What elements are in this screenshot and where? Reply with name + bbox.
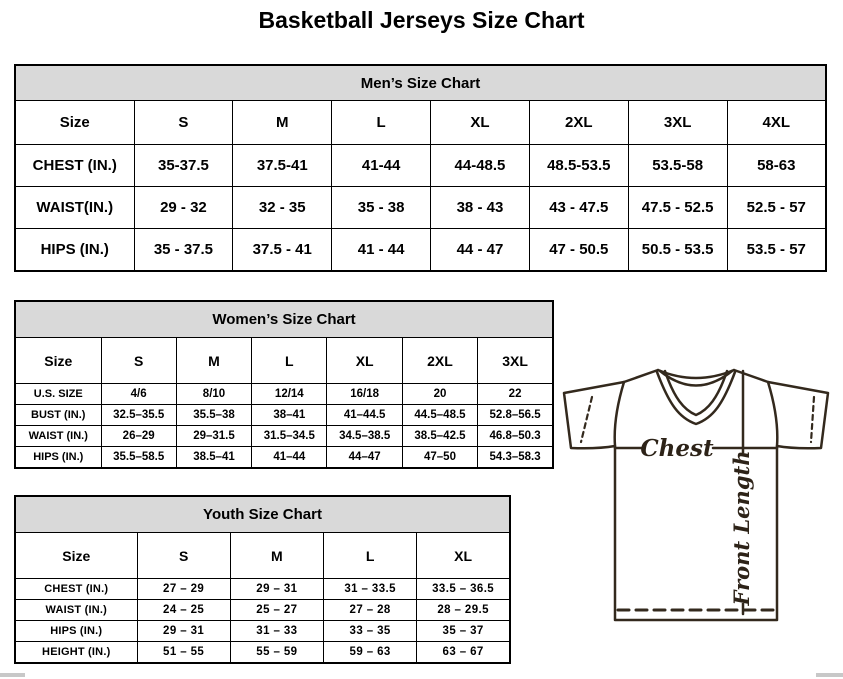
table-row: [15, 145, 826, 187]
column-header: L: [324, 533, 417, 579]
size-value-cell: 54.3–58.3: [478, 447, 553, 469]
size-value-cell: 41–44: [252, 447, 327, 469]
size-value-cell: 41-44: [332, 145, 431, 187]
size-value-cell: 32.5–35.5: [101, 405, 176, 426]
size-value-cell: 41 - 44: [332, 229, 431, 272]
row-label: CHEST (IN.): [15, 579, 137, 600]
row-label: BUST (IN.): [15, 405, 101, 426]
table-row: [15, 579, 510, 600]
table-row: [15, 405, 553, 426]
left-sleeve-seam: [615, 382, 624, 446]
column-header: Size: [15, 338, 101, 384]
size-value-cell: 55 – 59: [230, 642, 323, 664]
column-header: 2XL: [402, 338, 477, 384]
left-cuff-dashed-line: [581, 397, 592, 442]
table-row: [15, 642, 510, 664]
size-value-cell: 31 – 33.5: [324, 579, 417, 600]
size-value-cell: 37.5-41: [233, 145, 332, 187]
table-row: [15, 600, 510, 621]
size-value-cell: 47.5 - 52.5: [628, 187, 727, 229]
scrollbar-fragment-left[interactable]: [0, 673, 25, 677]
size-value-cell: 34.5–38.5: [327, 426, 402, 447]
size-value-cell: 29 – 31: [137, 621, 230, 642]
size-value-cell: 29 - 32: [134, 187, 233, 229]
row-label: HIPS (IN.): [15, 447, 101, 469]
scrollbar-fragment-right[interactable]: [816, 673, 843, 677]
row-label: WAIST (IN.): [15, 600, 137, 621]
column-header: 3XL: [628, 101, 727, 145]
size-value-cell: 46.8–50.3: [478, 426, 553, 447]
size-value-cell: 43 - 47.5: [529, 187, 628, 229]
mens-table-title: Men’s Size Chart: [15, 65, 826, 101]
size-value-cell: 31.5–34.5: [252, 426, 327, 447]
column-header: S: [137, 533, 230, 579]
size-value-cell: 38.5–41: [176, 447, 251, 469]
row-label: HIPS (IN.): [15, 229, 134, 272]
size-value-cell: 44 - 47: [431, 229, 530, 272]
size-value-cell: 53.5-58: [628, 145, 727, 187]
table-row: [15, 621, 510, 642]
column-header: S: [101, 338, 176, 384]
size-value-cell: 27 – 28: [324, 600, 417, 621]
column-header-row: [15, 101, 826, 145]
chest-label: Chest: [640, 435, 714, 462]
column-header-row: [15, 533, 510, 579]
size-value-cell: 44–47: [327, 447, 402, 469]
size-value-cell: 44.5–48.5: [402, 405, 477, 426]
size-value-cell: 32 - 35: [233, 187, 332, 229]
size-value-cell: 59 – 63: [324, 642, 417, 664]
column-header: 2XL: [529, 101, 628, 145]
size-value-cell: 35.5–58.5: [101, 447, 176, 469]
size-value-cell: 29–31.5: [176, 426, 251, 447]
size-value-cell: 24 – 25: [137, 600, 230, 621]
column-header: Size: [15, 101, 134, 145]
column-header: M: [176, 338, 251, 384]
column-header: XL: [431, 101, 530, 145]
size-value-cell: 58-63: [727, 145, 826, 187]
table-row: [15, 229, 826, 272]
size-value-cell: 20: [402, 384, 477, 405]
size-value-cell: 31 – 33: [230, 621, 323, 642]
column-header: M: [230, 533, 323, 579]
right-cuff-dashed-line: [811, 397, 814, 442]
column-header: L: [332, 101, 431, 145]
size-value-cell: 33 – 35: [324, 621, 417, 642]
size-value-cell: 35 – 37: [417, 621, 510, 642]
row-label: CHEST (IN.): [15, 145, 134, 187]
table-title-row: [15, 301, 553, 338]
size-value-cell: 12/14: [252, 384, 327, 405]
table-title-row: [15, 496, 510, 533]
column-header: Size: [15, 533, 137, 579]
row-label: HIPS (IN.): [15, 621, 137, 642]
size-value-cell: 63 – 67: [417, 642, 510, 664]
size-value-cell: 22: [478, 384, 553, 405]
size-value-cell: 28 – 29.5: [417, 600, 510, 621]
size-value-cell: 25 – 27: [230, 600, 323, 621]
column-header: XL: [417, 533, 510, 579]
size-value-cell: 35.5–38: [176, 405, 251, 426]
column-header: M: [233, 101, 332, 145]
womens-table-title: Women’s Size Chart: [15, 301, 553, 338]
table-row: [15, 447, 553, 469]
row-label: WAIST (IN.): [15, 426, 101, 447]
size-value-cell: 44-48.5: [431, 145, 530, 187]
row-label: WAIST(IN.): [15, 187, 134, 229]
table-row: [15, 426, 553, 447]
front-length-label: Front Length: [729, 450, 754, 606]
size-value-cell: 38–41: [252, 405, 327, 426]
size-value-cell: 29 – 31: [230, 579, 323, 600]
page-title: Basketball Jerseys Size Chart: [258, 7, 585, 33]
column-header: 3XL: [478, 338, 553, 384]
size-value-cell: 53.5 - 57: [727, 229, 826, 272]
size-value-cell: 48.5-53.5: [529, 145, 628, 187]
size-value-cell: 47–50: [402, 447, 477, 469]
womens-size-table: [14, 300, 554, 469]
size-value-cell: 26–29: [101, 426, 176, 447]
size-value-cell: 27 – 29: [137, 579, 230, 600]
size-value-cell: 52.8–56.5: [478, 405, 553, 426]
size-value-cell: 38.5–42.5: [402, 426, 477, 447]
jersey-outline: [564, 370, 828, 620]
jersey-measurement-diagram: [558, 360, 836, 628]
size-value-cell: 41–44.5: [327, 405, 402, 426]
row-label: HEIGHT (IN.): [15, 642, 137, 664]
youth-table-title: Youth Size Chart: [15, 496, 510, 533]
size-value-cell: 8/10: [176, 384, 251, 405]
row-label: U.S. SIZE: [15, 384, 101, 405]
size-value-cell: 38 - 43: [431, 187, 530, 229]
size-value-cell: 51 – 55: [137, 642, 230, 664]
column-header: 4XL: [727, 101, 826, 145]
size-value-cell: 35-37.5: [134, 145, 233, 187]
size-value-cell: 16/18: [327, 384, 402, 405]
size-value-cell: 35 - 37.5: [134, 229, 233, 272]
table-title-row: [15, 65, 826, 101]
size-value-cell: 35 - 38: [332, 187, 431, 229]
size-value-cell: 37.5 - 41: [233, 229, 332, 272]
size-value-cell: 50.5 - 53.5: [628, 229, 727, 272]
column-header-row: [15, 338, 553, 384]
size-value-cell: 52.5 - 57: [727, 187, 826, 229]
column-header: S: [134, 101, 233, 145]
mens-size-table: [14, 64, 827, 272]
column-header: L: [252, 338, 327, 384]
table-row: [15, 187, 826, 229]
table-row: [15, 384, 553, 405]
size-value-cell: 47 - 50.5: [529, 229, 628, 272]
size-value-cell: 4/6: [101, 384, 176, 405]
youth-size-table: [14, 495, 511, 664]
size-value-cell: 33.5 – 36.5: [417, 579, 510, 600]
right-sleeve-seam: [768, 382, 777, 446]
column-header: XL: [327, 338, 402, 384]
